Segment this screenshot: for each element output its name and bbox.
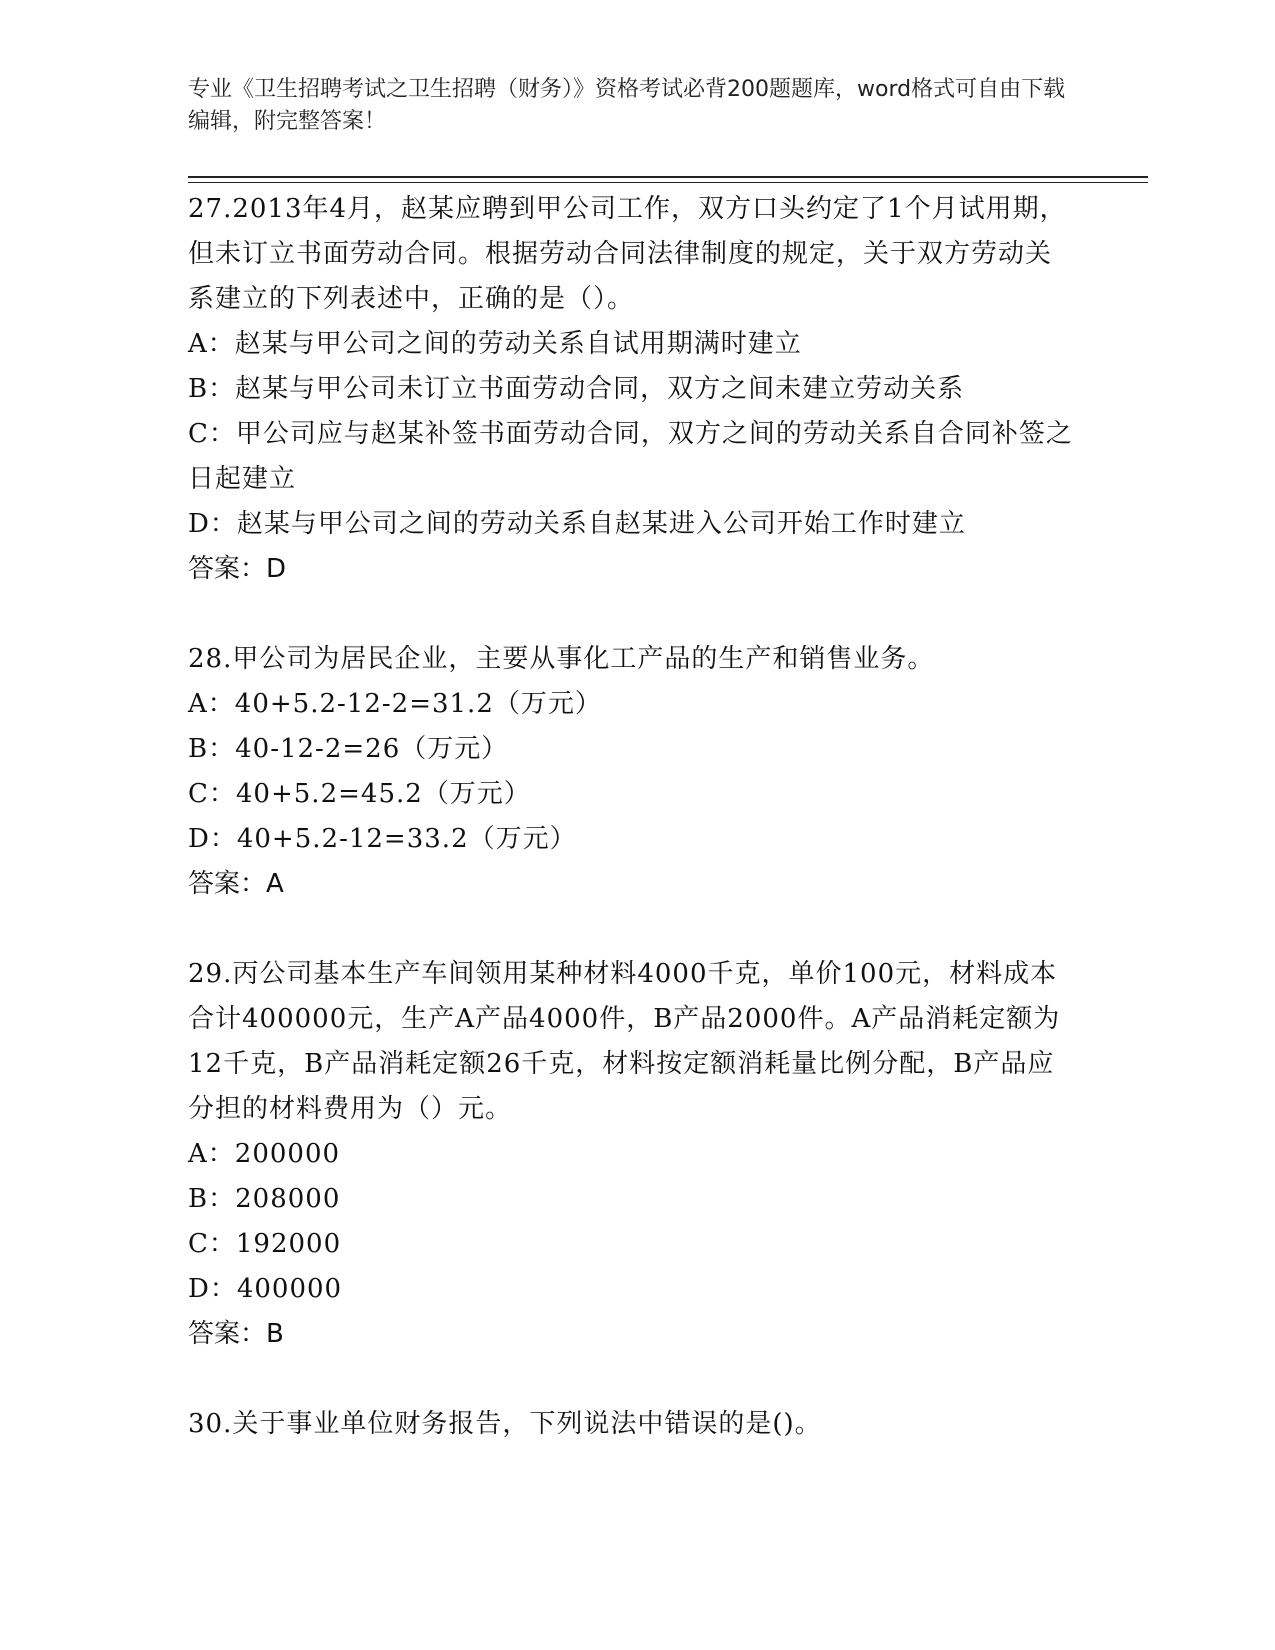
question-27 [188, 187, 1078, 592]
question-28 [188, 637, 1078, 907]
option-a: A：200000 [188, 1139, 341, 1169]
option-c: C：甲公司应与赵某补签书面劳动合同，双方之间的劳动关系自合同补签之日起建立 [188, 419, 1073, 494]
page-header: 专业《卫生招聘考试之卫生招聘（财务）》资格考试必背200题题库，word格式可自由下载编辑，附完整答案！ [188, 77, 1066, 134]
question-stem: 30.关于事业单位财务报告，下列说法中错误的是()。 [188, 1409, 822, 1439]
question-list [188, 187, 1078, 1447]
option-d: D：40+5.2-12=33.2（万元） [188, 824, 577, 854]
option-b: B：208000 [188, 1184, 341, 1214]
option-d: D：赵某与甲公司之间的劳动关系自赵某进入公司开始工作时建立 [188, 509, 966, 539]
header-divider-thin [188, 182, 1148, 183]
option-c: C：192000 [188, 1229, 342, 1259]
question-stem: 28.甲公司为居民企业，主要从事化工产品的生产和销售业务。 [188, 644, 935, 674]
answer: 答案：B [188, 1319, 284, 1349]
question-30 [188, 1402, 1078, 1447]
question-29 [188, 952, 1078, 1357]
question-stem: 29.丙公司基本生产车间领用某种材料4000千克，单价100元，材料成本合计400000元，生产A产品4000件，B产品2000件。A产品消耗定额为12千克，B产品消耗定额26千克，材料按定额消耗量比例分配，B产品应分担的材料费用为（）元。 [188, 959, 1061, 1124]
option-b: B：赵某与甲公司未订立书面劳动合同，双方之间未建立劳动关系 [188, 374, 965, 404]
option-a: A：赵某与甲公司之间的劳动关系自试用期满时建立 [188, 329, 802, 359]
option-c: C：40+5.2=45.2（万元） [188, 779, 531, 809]
option-b: B：40-12-2=26（万元） [188, 734, 509, 764]
answer: 答案：A [188, 869, 284, 899]
question-stem: 27.2013年4月，赵某应聘到甲公司工作，双方口头约定了1个月试用期，但未订立书面劳动合同。根据劳动合同法律制度的规定，关于双方劳动关系建立的下列表述中，正确的是（）。 [188, 194, 1067, 314]
option-d: D：400000 [188, 1274, 343, 1304]
answer: 答案：D [188, 554, 287, 584]
header-divider-thick [188, 176, 1148, 178]
option-a: A：40+5.2-12-2=31.2（万元） [188, 689, 602, 719]
